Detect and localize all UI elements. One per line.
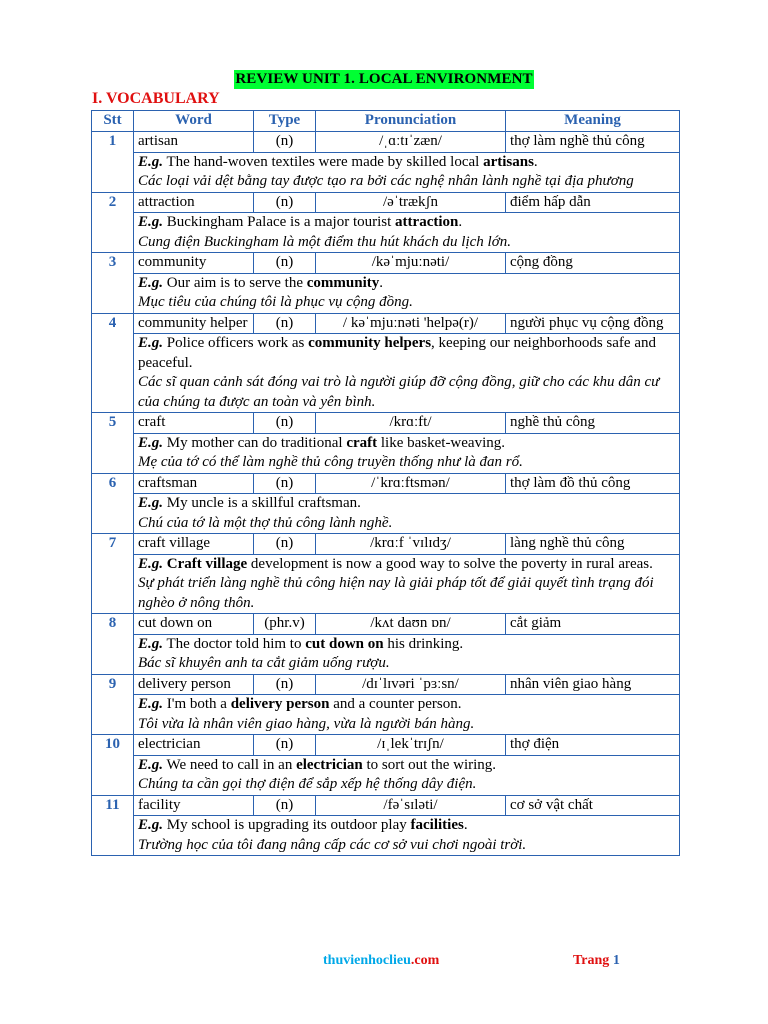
example-row	[92, 273, 680, 313]
word-row	[92, 313, 680, 334]
word-meaning: nghề thủ công	[506, 413, 680, 434]
word-meaning: thợ điện	[506, 735, 680, 756]
example-text-before: My uncle is a skillful craftsman.	[163, 495, 361, 511]
word-term: community helper	[134, 313, 254, 334]
example-vietnamese: Mẹ của tớ có thể làm nghề thủ công truyền thống như là đan rổ.	[138, 454, 523, 470]
example-text-after: development is now a good way to solve the poverty in rural areas.	[247, 555, 653, 572]
word-row	[92, 795, 680, 816]
example-english	[138, 153, 675, 173]
word-meaning: thợ làm đồ thủ công	[506, 473, 680, 494]
header-word: Word	[134, 111, 254, 132]
word-row	[92, 735, 680, 756]
example-text-before: My school is upgrading its outdoor play	[163, 817, 411, 833]
word-meaning: làng nghề thủ công	[506, 534, 680, 555]
word-meaning: cắt giảm	[506, 614, 680, 635]
example-text-after: like basket-weaving.	[377, 434, 505, 451]
word-pronunciation: /əˈtrækʃn	[316, 192, 506, 213]
word-row	[92, 253, 680, 274]
word-type: (phr.v)	[254, 614, 316, 635]
example-row	[92, 755, 680, 795]
table-header-row	[92, 111, 680, 132]
word-number: 11	[92, 795, 134, 856]
page-title: REVIEW UNIT 1. LOCAL ENVIRONMENT	[235, 71, 533, 87]
example-row	[92, 816, 680, 856]
word-pronunciation: /ˈkrɑːftsmən/	[316, 473, 506, 494]
word-row	[92, 534, 680, 555]
example-vietnamese: Các sĩ quan cảnh sát đóng vai trò là người giúp đỡ cộng đồng, giữ cho các khu dân cư của chúng ta được an toàn và yên bình.	[138, 374, 660, 410]
example-keyword: craft	[346, 434, 378, 451]
word-type: (n)	[254, 413, 316, 434]
example-vietnamese: Bác sĩ khuyên anh ta cắt giảm uống rượu.	[138, 655, 390, 671]
example-english	[138, 494, 675, 514]
word-pronunciation: /dɪˈlɪvəri ˈpɜːsn/	[316, 674, 506, 695]
example-vietnamese: Tôi vừa là nhân viên giao hàng, vừa là người bán hàng.	[138, 715, 475, 732]
word-type: (n)	[254, 192, 316, 213]
example-keyword: facilities	[410, 817, 464, 833]
example-cell	[134, 273, 680, 313]
example-prefix: E.g.	[138, 335, 164, 351]
word-term: craft	[134, 413, 254, 434]
word-term: facility	[134, 795, 254, 816]
word-row	[92, 192, 680, 213]
word-pronunciation: /krɑːft/	[316, 413, 506, 434]
example-keyword: artisans	[483, 153, 534, 170]
example-prefix: E.g.	[138, 635, 164, 652]
word-meaning: cơ sở vật chất	[506, 795, 680, 816]
example-text-before: Our aim is to serve the	[163, 274, 307, 291]
example-row	[92, 213, 680, 253]
example-text-before: My mother can do traditional	[163, 434, 347, 451]
example-cell	[134, 816, 680, 856]
example-text-before: The hand-woven textiles were made by skilled local	[163, 153, 484, 170]
word-pronunciation: /krɑːf ˈvɪlɪdʒ/	[316, 534, 506, 555]
word-pronunciation: /ˌɑːtɪˈzæn/	[316, 132, 506, 153]
header-type: Type	[254, 111, 316, 132]
example-prefix: E.g.	[138, 555, 164, 572]
example-vietnamese: Mục tiêu của chúng tôi là phục vụ cộng đồng.	[138, 294, 413, 310]
word-number: 7	[92, 534, 134, 614]
example-row	[92, 634, 680, 674]
example-cell	[134, 152, 680, 192]
example-prefix: E.g.	[138, 274, 164, 291]
example-cell	[134, 634, 680, 674]
example-vietnamese: Chú của tớ là một thợ thủ công lành nghề.	[138, 514, 393, 531]
word-meaning: thợ làm nghề thủ công	[506, 132, 680, 153]
word-row	[92, 473, 680, 494]
example-cell	[134, 433, 680, 473]
example-row	[92, 334, 680, 413]
word-term: community	[134, 253, 254, 274]
word-number: 2	[92, 192, 134, 253]
title-wrapper	[0, 70, 768, 89]
word-number: 1	[92, 132, 134, 193]
header-meaning: Meaning	[506, 111, 680, 132]
header-stt: Stt	[92, 111, 134, 132]
word-meaning: cộng đồng	[506, 253, 680, 274]
word-row	[92, 674, 680, 695]
example-english	[138, 213, 675, 233]
example-text-before: Police officers work as	[163, 335, 309, 351]
example-cell	[134, 494, 680, 534]
footer-page-value: 1	[612, 953, 620, 968]
example-english	[138, 434, 675, 454]
header-pronunciation: Pronunciation	[316, 111, 506, 132]
example-text-after: to sort out the wiring.	[362, 756, 497, 773]
example-keyword: community	[306, 274, 380, 291]
word-number: 5	[92, 413, 134, 474]
example-row	[92, 494, 680, 534]
example-english	[138, 695, 675, 715]
footer-site-name	[323, 953, 439, 969]
example-keyword: community helpers	[308, 335, 432, 351]
word-meaning: điểm hấp dẫn	[506, 192, 680, 213]
word-pronunciation: /kəˈmjuːnəti/	[316, 253, 506, 274]
example-cell	[134, 554, 680, 614]
word-type: (n)	[254, 534, 316, 555]
example-prefix: E.g.	[138, 696, 164, 712]
word-number: 9	[92, 674, 134, 735]
word-meaning: nhân viên giao hàng	[506, 674, 680, 695]
example-english	[138, 635, 675, 655]
vocabulary-body	[92, 132, 680, 856]
footer-site-tld: .com	[410, 953, 440, 968]
example-row	[92, 554, 680, 614]
section-heading: I. VOCABULARY	[92, 90, 220, 107]
word-type: (n)	[254, 473, 316, 494]
example-text-before: We need to call in an	[163, 756, 297, 773]
footer-site-base: thuvienhoclieu	[323, 953, 411, 968]
example-row	[92, 695, 680, 735]
example-cell	[134, 755, 680, 795]
word-term: cut down on	[134, 614, 254, 635]
example-prefix: E.g.	[138, 756, 164, 773]
word-term: craftsman	[134, 473, 254, 494]
word-number: 4	[92, 313, 134, 413]
example-keyword: Craft village	[166, 555, 248, 572]
example-text-before: The doctor told him to	[163, 635, 306, 652]
example-text-after: .	[463, 817, 468, 833]
example-text-after: .	[533, 153, 538, 170]
example-text-after: .	[379, 274, 383, 291]
example-text-after: .	[458, 214, 463, 230]
word-pronunciation: /fəˈsɪləti/	[316, 795, 506, 816]
word-row	[92, 413, 680, 434]
word-term: artisan	[134, 132, 254, 153]
word-type: (n)	[254, 132, 316, 153]
word-term: electrician	[134, 735, 254, 756]
footer-page-label: Trang	[573, 953, 610, 968]
word-type: (n)	[254, 674, 316, 695]
example-vietnamese: Sự phát triển làng nghề thủ công hiện nay là giải pháp tốt để giải quyết tình trạng đói nghèo ở nông thôn.	[138, 575, 654, 611]
word-term: craft village	[134, 534, 254, 555]
word-term: attraction	[134, 192, 254, 213]
example-english	[138, 756, 675, 776]
example-vietnamese: Cung điện Buckingham là một điểm thu hút khách du lịch lớn.	[138, 233, 511, 250]
example-text-after: his drinking.	[383, 635, 464, 652]
example-prefix: E.g.	[138, 434, 164, 451]
word-number: 6	[92, 473, 134, 534]
example-text-after: , keeping our neighborhoods safe and peaceful.	[138, 335, 656, 371]
example-keyword: electrician	[296, 756, 363, 773]
example-prefix: E.g.	[138, 153, 164, 170]
word-type: (n)	[254, 253, 316, 274]
word-row	[92, 132, 680, 153]
example-text-before: Buckingham Palace is a major tourist	[163, 214, 396, 230]
example-cell	[134, 334, 680, 413]
example-english	[138, 555, 675, 575]
example-prefix: E.g.	[138, 214, 164, 230]
vocabulary-table	[91, 110, 680, 856]
word-type: (n)	[254, 735, 316, 756]
example-cell	[134, 213, 680, 253]
word-row	[92, 614, 680, 635]
example-keyword: cut down on	[305, 635, 384, 652]
word-number: 8	[92, 614, 134, 675]
example-keyword: delivery person	[230, 696, 330, 712]
example-keyword: attraction	[395, 214, 459, 230]
example-text-before: I'm both a	[163, 696, 231, 712]
word-number: 3	[92, 253, 134, 314]
word-pronunciation: / kəˈmjuːnəti 'helpə(r)/	[316, 313, 506, 334]
word-pronunciation: /ɪˌlekˈtrɪʃn/	[316, 735, 506, 756]
example-prefix: E.g.	[138, 817, 164, 833]
example-english	[138, 816, 675, 836]
example-vietnamese: Trường học của tôi đang nâng cấp các cơ sở vui chơi ngoài trời.	[138, 836, 527, 853]
example-english	[138, 274, 675, 294]
example-row	[92, 152, 680, 192]
example-vietnamese: Chúng ta cần gọi thợ điện để sắp xếp hệ thống dây điện.	[138, 776, 477, 792]
word-term: delivery person	[134, 674, 254, 695]
example-english	[138, 334, 675, 373]
word-meaning: người phục vụ cộng đồng	[506, 313, 680, 334]
word-type: (n)	[254, 795, 316, 816]
example-cell	[134, 695, 680, 735]
word-type: (n)	[254, 313, 316, 334]
word-number: 10	[92, 735, 134, 796]
example-text-after: and a counter person.	[329, 696, 462, 712]
footer-page-number	[573, 953, 620, 969]
example-vietnamese: Các loại vải dệt bằng tay được tạo ra bởi các nghệ nhân lành nghề tại địa phương	[138, 173, 634, 189]
example-prefix: E.g.	[138, 495, 164, 511]
example-row	[92, 433, 680, 473]
word-pronunciation: /kʌt daʊn ɒn/	[316, 614, 506, 635]
